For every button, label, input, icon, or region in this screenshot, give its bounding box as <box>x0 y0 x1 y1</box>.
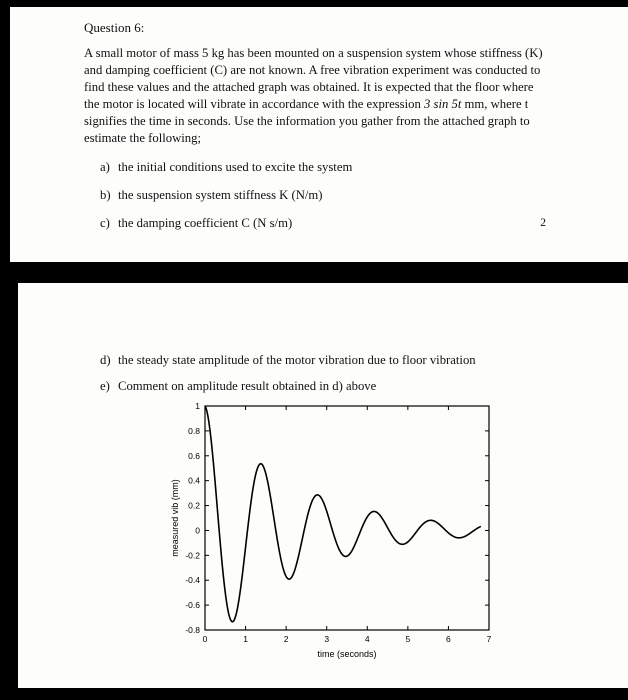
svg-text:3: 3 <box>324 634 330 644</box>
document-page-2 <box>18 283 628 688</box>
paragraph-part1: A small motor of mass 5 kg has been mounted on a suspension system whose stiffness (K) and damping coefficient (C) are not known. A free vibration experiment was conducted to find these values and the attached graph was obtained. It is expected that the floor where the motor is located will vibrate in accordance with the expression <box>84 46 543 111</box>
question-heading: Question 6: <box>84 20 145 35</box>
item-marker: e) <box>100 379 110 393</box>
question-item-e <box>100 379 628 394</box>
svg-text:0: 0 <box>195 525 200 536</box>
question-item-a <box>100 160 628 175</box>
item-text: the initial conditions used to excite the system <box>118 160 353 174</box>
paragraph-part2: mm, where t signifies the time in seconds. Use the information you gather from the attached graph to estimate the following; <box>84 97 530 145</box>
question-paragraph <box>84 45 548 147</box>
item-text: the steady state amplitude of the motor vibration due to floor vibration <box>118 353 476 367</box>
svg-text:measured vib (mm): measured vib (mm) <box>170 479 180 557</box>
svg-text:-0.2: -0.2 <box>185 550 200 561</box>
svg-text:5: 5 <box>405 634 411 644</box>
svg-text:-0.6: -0.6 <box>185 600 200 611</box>
svg-text:0.2: 0.2 <box>188 500 200 511</box>
svg-text:0: 0 <box>202 634 208 644</box>
question-item-b <box>100 188 628 203</box>
svg-text:7: 7 <box>486 634 492 644</box>
svg-text:-0.8: -0.8 <box>185 625 200 635</box>
item-marker: b) <box>100 188 111 202</box>
vibration-expression: 3 sin 5t <box>424 97 462 111</box>
page-number: 2 <box>540 217 546 229</box>
document-page-1 <box>10 7 628 262</box>
svg-text:4: 4 <box>364 634 370 644</box>
item-text: the damping coefficient C (N s/m) <box>118 216 293 230</box>
item-marker: c) <box>100 216 110 230</box>
vibration-figure <box>167 398 497 663</box>
svg-text:0.8: 0.8 <box>188 425 200 436</box>
svg-text:2: 2 <box>283 634 289 644</box>
svg-text:1: 1 <box>195 401 200 411</box>
question-item-d <box>100 353 628 368</box>
svg-text:6: 6 <box>446 634 451 644</box>
svg-text:0.6: 0.6 <box>188 450 200 461</box>
question-item-c <box>100 216 628 231</box>
item-marker: a) <box>100 160 110 174</box>
item-text: Comment on amplitude result obtained in d) above <box>118 379 377 393</box>
item-text: the suspension system stiffness K (N/m) <box>118 188 323 202</box>
item-marker: d) <box>100 353 111 367</box>
svg-text:1: 1 <box>243 634 248 644</box>
svg-text:time (seconds): time (seconds) <box>317 649 377 659</box>
svg-text:0.4: 0.4 <box>188 475 200 486</box>
vibration-plot <box>167 398 497 663</box>
svg-text:-0.4: -0.4 <box>185 575 200 586</box>
